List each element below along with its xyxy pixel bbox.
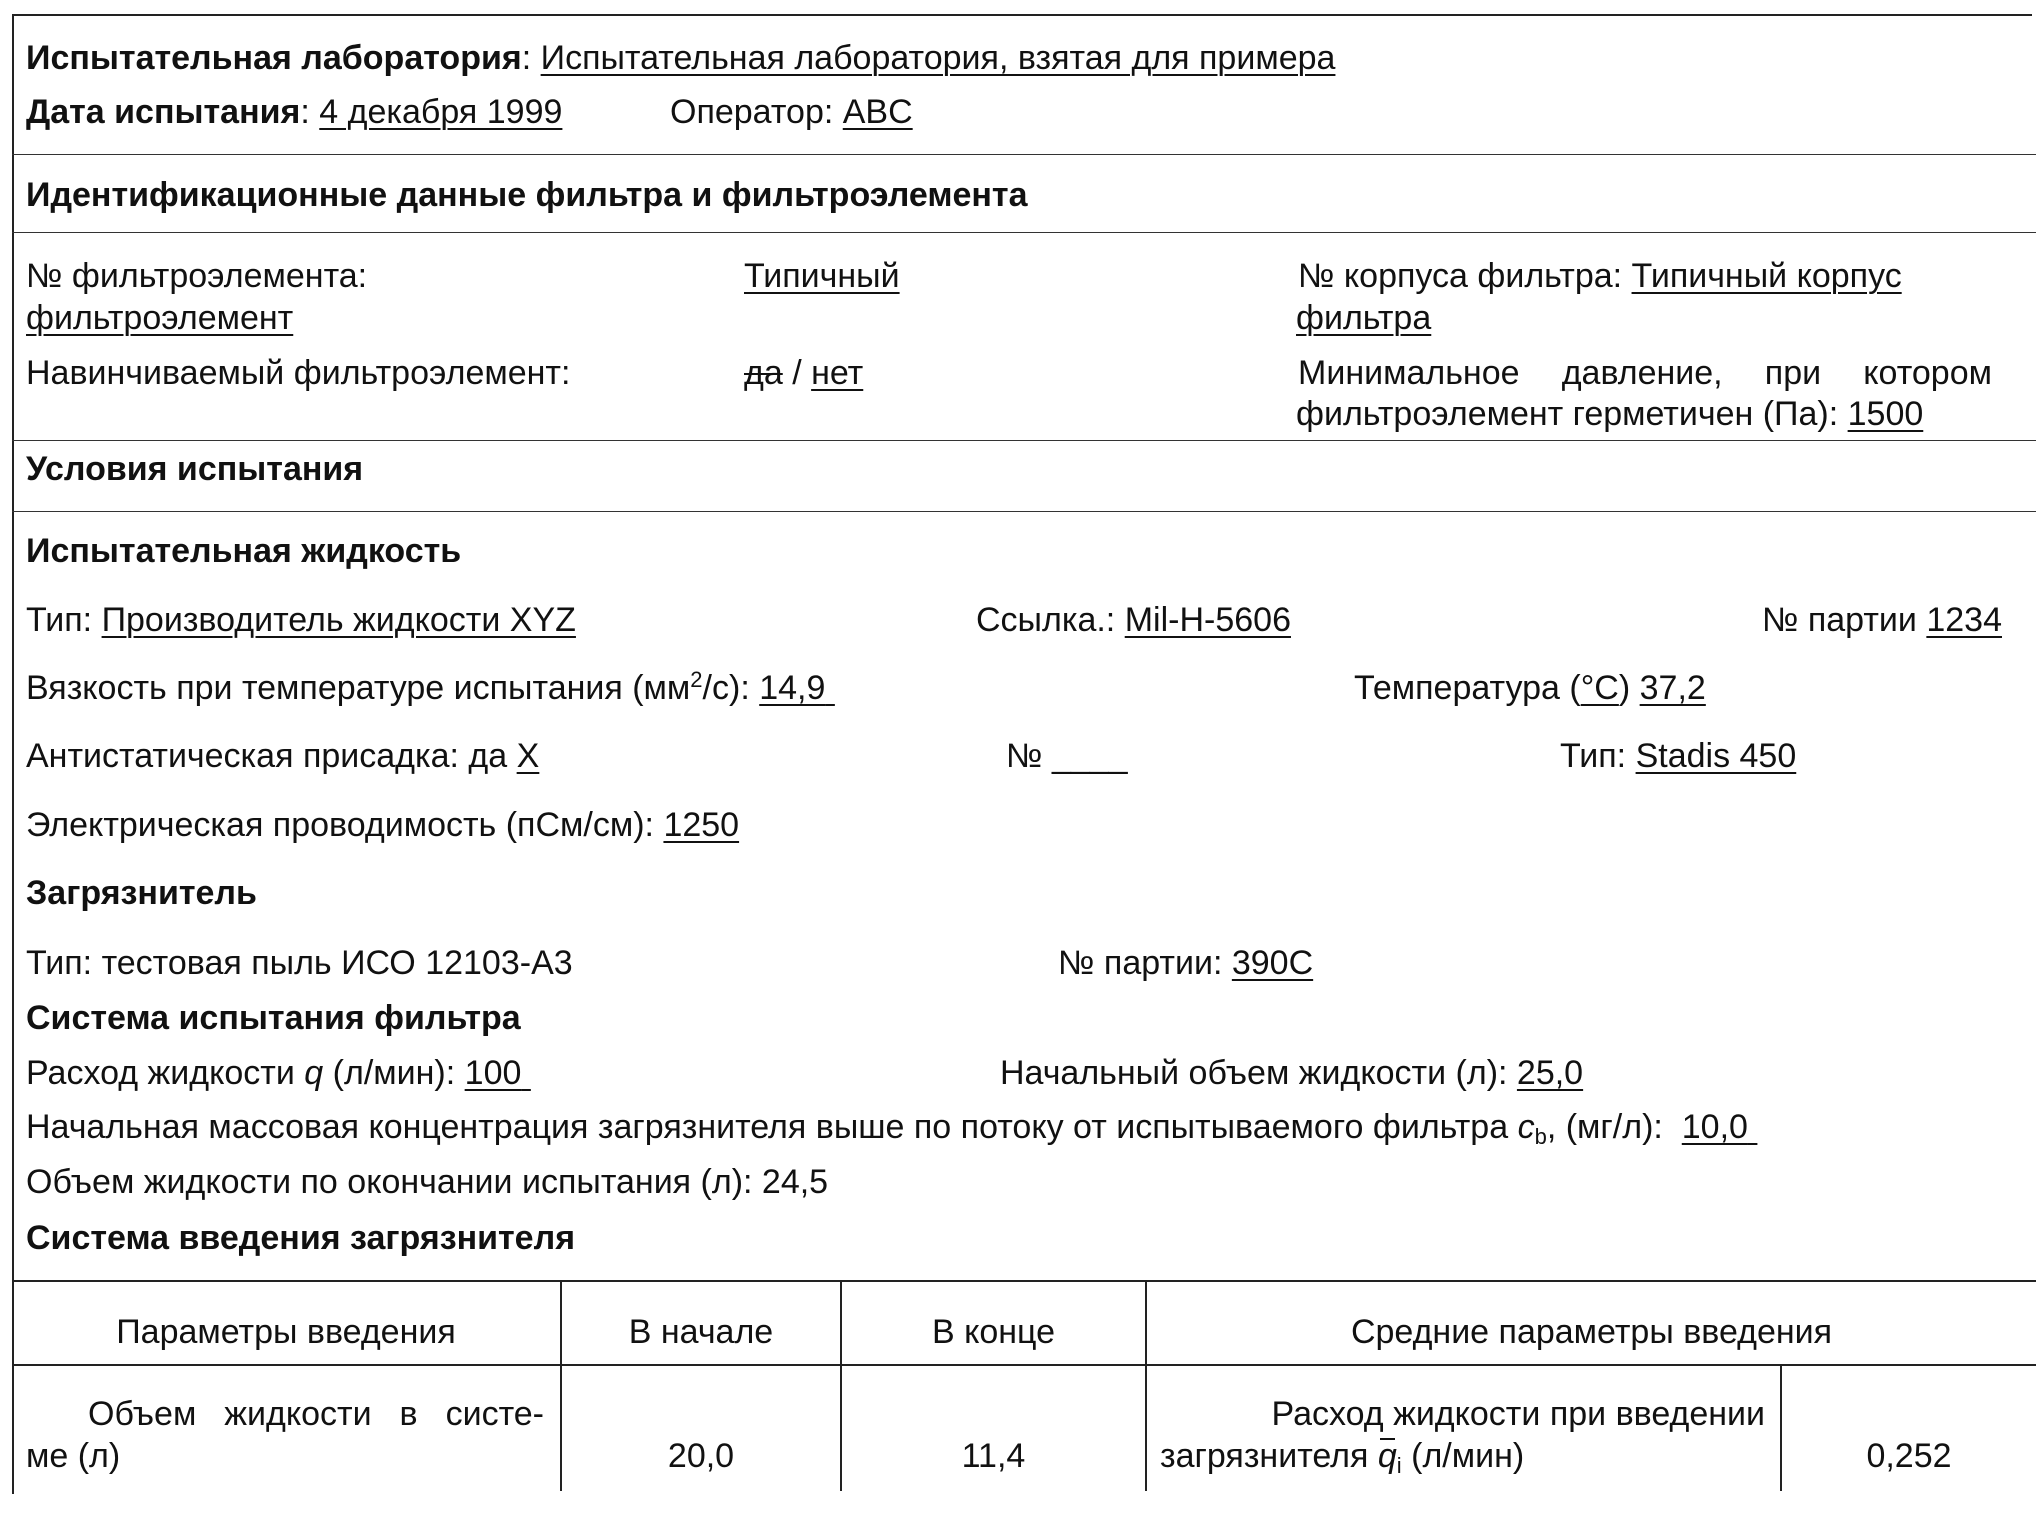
divider [12,232,2036,233]
operator-value: ABC [842,93,913,131]
row-average-line-1: Расход жидкости при введении [1271,1395,1765,1433]
test-system-heading: Система испытания фильтра [26,999,521,1037]
min-pressure-label-1: Минимальное давление, при котором [1298,354,1992,392]
contaminant-batch-value: 390C [1231,944,1314,982]
viscosity-value: 14,9 [759,669,826,707]
temperature-unit: °C [1580,669,1619,707]
divider [12,511,2036,512]
spin-on-separator: / [792,354,802,392]
divider [12,154,2036,155]
lab-value: Испытательная лаборатория, взятая для примера [540,39,1336,77]
concentration-label-a: Начальная массовая концентрация загрязнителя выше по потоку от испытываемого фильтра [26,1108,1509,1146]
table-header-border [12,1364,2036,1366]
concentration-value: 10,0 [1681,1108,1748,1146]
flow-label-b: (л/мин): [332,1054,456,1092]
contaminant-batch-label: № партии: [1058,944,1223,982]
header-cell-start: В начале [628,1313,774,1351]
antistatic-type-label: Тип: [1560,737,1627,775]
viscosity-exponent: 2 [690,667,703,692]
conductivity-label: Электрическая проводимость (пСм/см): [26,806,654,844]
spin-on-label: Навинчиваемый фильтроэлемент: [26,354,571,392]
lab-line: Испытательная лаборатория: Испытательная лаборатория, взятая для примера [26,39,1336,77]
flow-symbol: q [304,1054,324,1092]
spin-on-no: нет [811,354,864,392]
date-value: 4 декабря 1999 [319,93,563,131]
conditions-heading: Условия испытания [26,450,364,488]
fluid-ref-label: Ссылка.: [976,601,1116,639]
fluid-ref-line [976,600,1291,640]
date-label: Дата испытания [26,93,301,131]
operator-label: Оператор: [670,93,834,131]
antistatic-label: Антистатическая присадка: да [26,737,508,775]
antistatic-type-line [1560,736,1796,776]
spin-on-options [744,353,863,393]
row-average-line-2 [1160,1436,1524,1476]
fluid-type-line [26,600,576,640]
row-average-label-b: (л/мин) [1411,1437,1525,1475]
row-average-value: 0,252 [1866,1437,1952,1475]
housing-value-2: фильтра [1296,299,1432,337]
element-no-value-1: Типичный [744,257,900,295]
temperature-label-b: ) [1618,669,1631,707]
contaminant-heading: Загрязнитель [26,874,257,912]
concentration-symbol: c [1517,1108,1535,1146]
filter-id-heading: Идентификационные данные фильтра и фильтроэлемента [26,176,1028,214]
concentration-subscript: b [1534,1124,1547,1149]
conductivity-line [26,805,739,845]
injection-heading: Система введения загрязнителя [26,1219,576,1257]
lab-label: Испытательная лаборатория [26,39,522,77]
housing-value-1: Типичный корпус [1631,257,1902,295]
divider [12,440,2036,441]
header-cell-end: В конце [931,1313,1056,1351]
row-average-label-a: загрязнителя [1160,1437,1369,1475]
flow-value: 100 [464,1054,522,1092]
antistatic-no-value: ____ [1051,737,1128,775]
row-average-symbol: q [1377,1437,1397,1475]
row-param-line-2: ме (л) [26,1437,121,1475]
antistatic-no-line [1006,736,1128,776]
row-average-subscript: i [1396,1453,1402,1478]
min-pressure-value: 1500 [1847,395,1924,433]
fluid-ref-value: Mil-H-5606 [1124,601,1291,639]
element-no-label: № фильтроэлемента: [26,257,368,295]
header-cell-average: Средние параметры введения [1350,1313,1833,1351]
fluid-batch-label: № партии [1761,601,1917,639]
row-end-value: 11,4 [961,1437,1026,1475]
contaminant-type: Тип: тестовая пыль ИСО 12103-A3 [26,944,573,982]
concentration-line [26,1107,1757,1147]
min-pressure-line-2 [1296,394,1923,434]
antistatic-value: X [516,737,540,775]
init-volume-value: 25,0 [1516,1054,1584,1092]
fluid-type-label: Тип: [26,601,93,639]
table-top-border [12,1280,2036,1282]
element-no-value-2: фильтроэлемент [26,299,294,337]
housing-line [1298,256,1902,296]
operator-line [670,92,913,132]
init-volume-line [1000,1053,1583,1093]
concentration-label-b: , (мг/л): [1546,1108,1663,1146]
temperature-value: 37,2 [1639,669,1706,707]
viscosity-label-a: Вязкость при температуре испытания (мм [26,669,691,707]
row-param-line-1: Объем жидкости в систе- [88,1395,544,1433]
spin-on-yes: да [744,354,783,392]
housing-label: № корпуса фильтра: [1298,257,1623,295]
temperature-line [1354,668,1706,708]
fluid-type-value: Производитель жидкости XYZ [101,601,576,639]
init-volume-label: Начальный объем жидкости (л): [1000,1054,1508,1092]
viscosity-label-b: /с): [702,669,750,707]
viscosity-line [26,668,835,708]
contaminant-batch-line [1058,943,1313,983]
antistatic-no-label: № [1006,737,1043,775]
fluid-heading: Испытательная жидкость [26,532,462,570]
date-line: Дата испытания: 4 декабря 1999 [26,93,563,131]
flow-line [26,1053,531,1093]
temperature-label-a: Температура ( [1354,669,1581,707]
flow-label-a: Расход жидкости [26,1054,295,1092]
final-volume-text: Объем жидкости по окончании испытания (л): 24,5 [26,1163,829,1201]
header-cell-params: Параметры введения [116,1313,456,1351]
antistatic-line [26,736,539,776]
row-start-value: 20,0 [667,1437,735,1475]
conductivity-value: 1250 [663,806,740,844]
fluid-batch-value: 1234 [1926,601,2002,639]
min-pressure-label-2: фильтроэлемент герметичен (Па): [1296,395,1839,433]
antistatic-type-value: Stadis 450 [1635,737,1797,775]
fluid-batch-line [1762,600,2002,640]
